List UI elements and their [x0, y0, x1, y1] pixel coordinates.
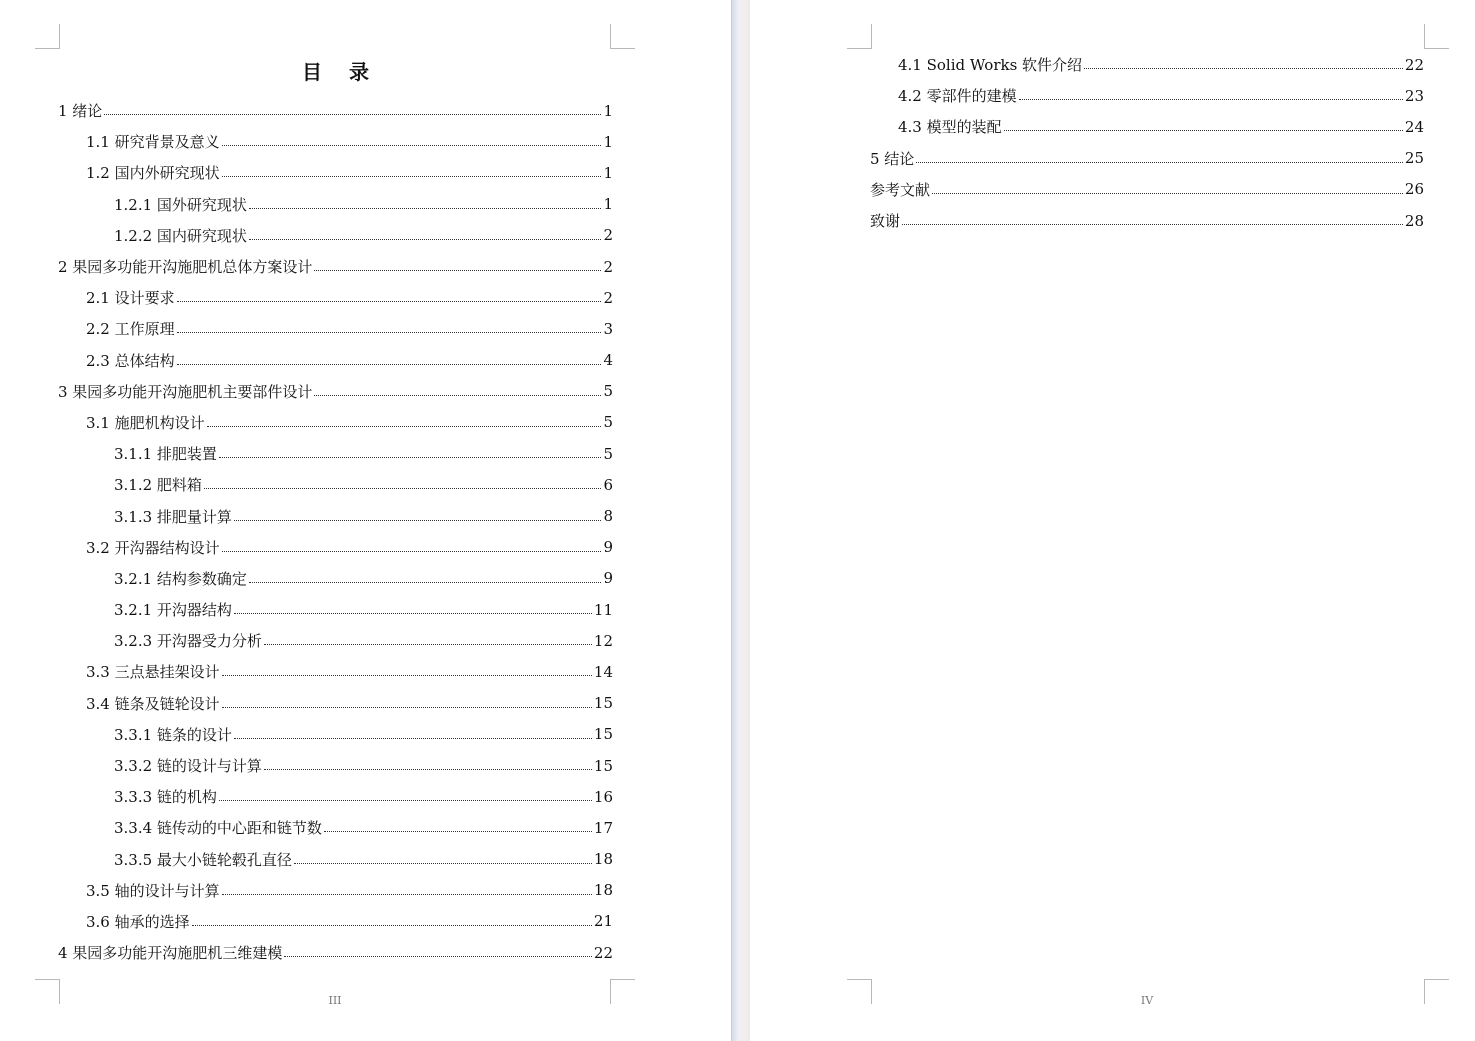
toc-entry-page: 1: [603, 163, 613, 182]
toc-leader-dots: [234, 738, 592, 739]
crop-mark-bottom-right: [610, 979, 635, 1004]
toc-heading: 目 录: [302, 60, 379, 84]
toc-entry[interactable]: [58, 220, 613, 251]
toc-entry-page: 1: [603, 101, 613, 120]
toc-leader-dots: [177, 364, 602, 365]
toc-entry-label: 3.3.2 链的设计与计算: [114, 757, 262, 776]
toc-entry-label: 3.1.3 排肥量计算: [114, 507, 232, 526]
toc-entry[interactable]: [58, 781, 613, 812]
toc-leader-dots: [249, 582, 602, 583]
toc-entry-label: 3.2.3 开沟器受力分析: [114, 632, 262, 651]
toc-entry[interactable]: [58, 906, 613, 937]
toc-entry[interactable]: [58, 875, 613, 906]
toc-entry[interactable]: [58, 282, 613, 313]
toc-entry[interactable]: [870, 205, 1424, 236]
toc-entry-label: 3.2.1 开沟器结构: [114, 601, 232, 620]
toc-entry[interactable]: [58, 500, 613, 531]
toc-entry[interactable]: [58, 719, 613, 750]
toc-entry[interactable]: [58, 438, 613, 469]
toc-entry[interactable]: [870, 111, 1424, 142]
toc-list-left: [58, 95, 613, 968]
toc-entry-label: 4.3 模型的装配: [898, 118, 1002, 137]
toc-entry-page: 17: [593, 818, 613, 837]
toc-entry-label: 1.2 国内外研究现状: [86, 164, 220, 183]
toc-entry-page: 12: [593, 631, 613, 650]
toc-entry[interactable]: [58, 95, 613, 126]
toc-entry-label: 参考文献: [870, 180, 931, 199]
toc-entry-page: 23: [1404, 86, 1424, 105]
toc-entry-label: 1.2.1 国外研究现状: [114, 195, 247, 214]
toc-entry[interactable]: [58, 407, 613, 438]
toc-entry-page: 4: [603, 351, 613, 370]
toc-entry[interactable]: [58, 656, 613, 687]
toc-entry-page: 2: [603, 257, 613, 276]
toc-entry-page: 6: [603, 475, 613, 494]
toc-entry[interactable]: [58, 469, 613, 500]
toc-entry-label: 2.1 设计要求: [86, 289, 175, 308]
toc-entry-page: 25: [1404, 149, 1424, 168]
toc-entry[interactable]: [58, 313, 613, 344]
toc-entry-page: 1: [603, 195, 613, 214]
toc-entry[interactable]: [870, 143, 1424, 174]
toc-entry-label: 2.3 总体结构: [86, 351, 175, 370]
page-number: III: [328, 994, 342, 1007]
toc-entry[interactable]: [58, 812, 613, 843]
toc-leader-dots: [1084, 68, 1403, 69]
toc-entry-page: 15: [593, 694, 613, 713]
toc-entry[interactable]: [58, 625, 613, 656]
toc-leader-dots: [249, 239, 602, 240]
toc-entry-label: 3.3.1 链条的设计: [114, 725, 232, 744]
toc-leader-dots: [932, 193, 1403, 194]
toc-entry-label: 4.1 Solid Works 软件介绍: [898, 56, 1083, 75]
toc-entry-page: 18: [593, 881, 613, 900]
toc-leader-dots: [219, 800, 592, 801]
toc-entry-page: 26: [1404, 180, 1424, 199]
toc-entry[interactable]: [58, 563, 613, 594]
toc-entry-page: 8: [603, 507, 613, 526]
toc-leader-dots: [264, 769, 592, 770]
toc-entry-page: 21: [593, 912, 613, 931]
toc-leader-dots: [249, 208, 602, 209]
page-iii: [0, 0, 731, 1041]
toc-leader-dots: [1004, 130, 1403, 131]
toc-entry-label: 1 绪论: [58, 102, 103, 121]
toc-entry-label: 2.2 工作原理: [86, 320, 175, 339]
toc-leader-dots: [222, 675, 592, 676]
toc-entry-page: 1: [603, 132, 613, 151]
toc-entry-label: 3.1 施肥机构设计: [86, 413, 205, 432]
toc-entry-label: 3.5 轴的设计与计算: [86, 881, 220, 900]
toc-entry-page: 16: [593, 787, 613, 806]
toc-entry-page: 22: [593, 943, 613, 962]
toc-leader-dots: [234, 520, 602, 521]
toc-leader-dots: [314, 395, 601, 396]
toc-leader-dots: [234, 613, 592, 614]
crop-mark-top-right: [610, 24, 635, 49]
toc-entry-page: 24: [1404, 117, 1424, 136]
toc-entry-page: 5: [603, 413, 613, 432]
toc-entry-page: 11: [593, 600, 613, 619]
toc-entry-page: 15: [593, 756, 613, 775]
toc-entry[interactable]: [58, 126, 613, 157]
crop-mark-top-right: [1424, 24, 1449, 49]
toc-leader-dots: [284, 956, 592, 957]
toc-entry-label: 3.2 开沟器结构设计: [86, 538, 220, 557]
toc-leader-dots: [222, 145, 602, 146]
toc-entry-label: 1.1 研究背景及意义: [86, 133, 220, 152]
toc-entry-label: 1.2.2 国内研究现状: [114, 226, 247, 245]
toc-entry-label: 5 结论: [870, 149, 915, 168]
toc-leader-dots: [177, 301, 602, 302]
toc-leader-dots: [104, 114, 601, 115]
toc-entry-page: 3: [603, 319, 613, 338]
crop-mark-top-left: [35, 24, 60, 49]
toc-leader-dots: [324, 831, 592, 832]
toc-leader-dots: [222, 551, 602, 552]
toc-entry-label: 2 果园多功能开沟施肥机总体方案设计: [58, 258, 313, 277]
toc-entry[interactable]: [58, 376, 613, 407]
toc-leader-dots: [219, 457, 602, 458]
toc-entry[interactable]: [58, 251, 613, 282]
crop-mark-bottom-right: [1424, 979, 1449, 1004]
toc-entry[interactable]: [870, 80, 1424, 111]
toc-entry-label: 3.3.3 链的机构: [114, 788, 217, 807]
toc-entry-label: 3.2.1 结构参数确定: [114, 569, 247, 588]
toc-entry-label: 4 果园多功能开沟施肥机三维建模: [58, 944, 283, 963]
toc-list-right: [870, 49, 1424, 236]
toc-entry-page: 14: [593, 662, 613, 681]
toc-leader-dots: [902, 224, 1403, 225]
toc-entry-page: 5: [603, 382, 613, 401]
toc-entry-label: 3.3.4 链传动的中心距和链节数: [114, 819, 322, 838]
toc-entry-page: 22: [1404, 55, 1424, 74]
toc-entry-page: 9: [603, 569, 613, 588]
toc-entry[interactable]: [58, 345, 613, 376]
toc-leader-dots: [204, 488, 602, 489]
toc-entry-label: 3.3 三点悬挂架设计: [86, 663, 220, 682]
toc-leader-dots: [294, 863, 592, 864]
toc-leader-dots: [314, 270, 601, 271]
toc-entry-label: 4.2 零部件的建模: [898, 87, 1017, 106]
toc-entry-page: 5: [603, 444, 613, 463]
toc-entry-page: 2: [603, 226, 613, 245]
toc-entry[interactable]: [870, 49, 1424, 80]
toc-entry-page: 18: [593, 850, 613, 869]
crop-mark-bottom-left: [847, 979, 872, 1004]
toc-entry-label: 3.4 链条及链轮设计: [86, 694, 220, 713]
toc-entry-page: 9: [603, 538, 613, 557]
toc-leader-dots: [177, 332, 602, 333]
toc-entry-label: 3.1.1 排肥装置: [114, 445, 217, 464]
toc-entry-label: 3.3.5 最大小链轮毂孔直径: [114, 850, 292, 869]
toc-leader-dots: [222, 707, 592, 708]
toc-entry-label: 3.6 轴承的选择: [86, 912, 190, 931]
toc-entry[interactable]: [58, 157, 613, 188]
toc-entry-page: 2: [603, 288, 613, 307]
toc-entry[interactable]: [58, 937, 613, 968]
toc-entry-label: 致谢: [870, 212, 901, 231]
page-separator: [731, 0, 751, 1041]
crop-mark-bottom-left: [35, 979, 60, 1004]
toc-entry[interactable]: [58, 688, 613, 719]
toc-entry-label: 3 果园多功能开沟施肥机主要部件设计: [58, 382, 313, 401]
toc-leader-dots: [264, 644, 592, 645]
toc-leader-dots: [207, 426, 602, 427]
toc-leader-dots: [222, 176, 602, 177]
toc-entry[interactable]: [870, 174, 1424, 205]
toc-entry-label: 3.1.2 肥料箱: [114, 476, 202, 495]
crop-mark-top-left: [847, 24, 872, 49]
toc-entry[interactable]: [58, 532, 613, 563]
toc-entry-page: 15: [593, 725, 613, 744]
toc-entry[interactable]: [58, 594, 613, 625]
toc-leader-dots: [916, 162, 1403, 163]
toc-entry[interactable]: [58, 750, 613, 781]
page-iv: [750, 0, 1475, 1041]
toc-leader-dots: [222, 894, 592, 895]
toc-entry-page: 28: [1404, 211, 1424, 230]
page-number: IV: [1140, 994, 1154, 1007]
toc-entry[interactable]: [58, 844, 613, 875]
toc-entry[interactable]: [58, 189, 613, 220]
toc-leader-dots: [192, 925, 592, 926]
toc-leader-dots: [1019, 99, 1403, 100]
